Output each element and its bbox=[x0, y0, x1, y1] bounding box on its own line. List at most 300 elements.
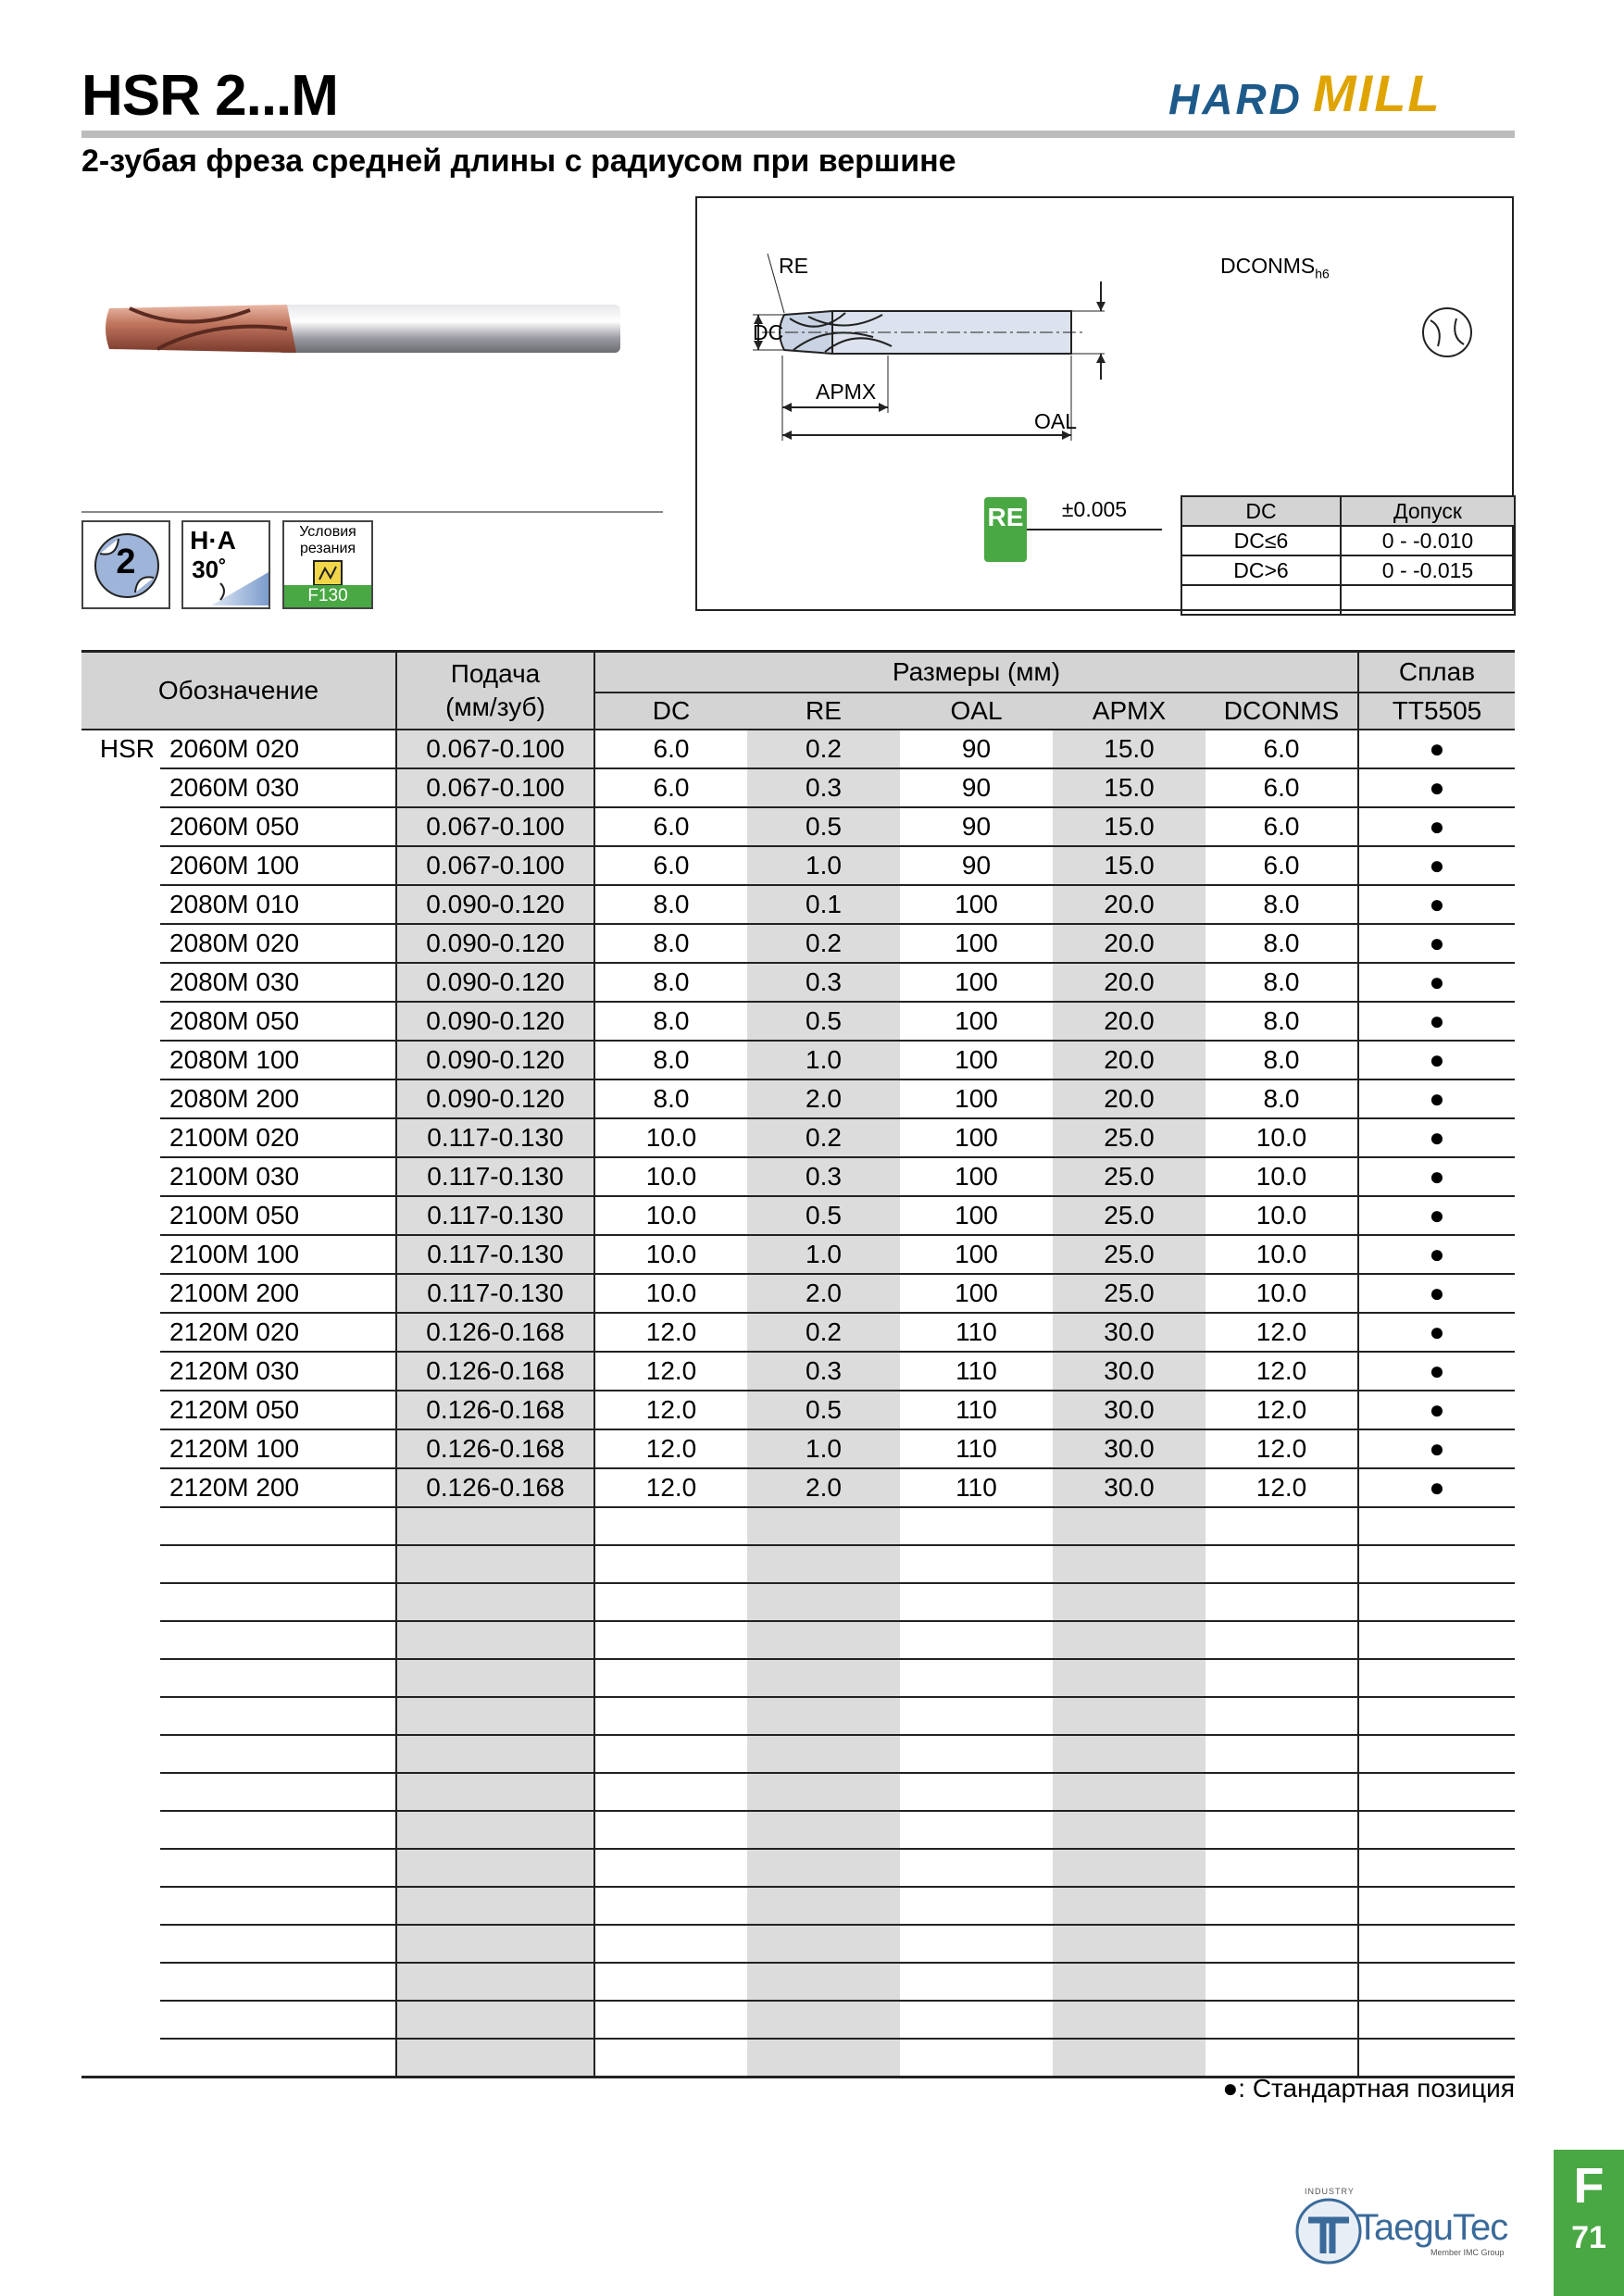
feed-rate bbox=[396, 1545, 594, 1583]
re-value bbox=[747, 1811, 900, 1849]
company-member: Member IMC Group bbox=[1430, 2248, 1505, 2257]
table-row bbox=[81, 1429, 1515, 1468]
oal-value bbox=[900, 1697, 1053, 1735]
feed-rate: 0.067-0.100 bbox=[396, 730, 594, 768]
series-prefix bbox=[81, 924, 160, 963]
re-value bbox=[747, 1697, 900, 1735]
conditions-ref: F130 bbox=[284, 585, 371, 607]
dc-tolerance-table bbox=[1181, 495, 1516, 616]
designation: 2060M 030 bbox=[160, 768, 396, 807]
tolerance-row bbox=[1181, 555, 1515, 585]
apmx-value bbox=[1053, 1735, 1206, 1773]
dc-value: 10.0 bbox=[594, 1157, 747, 1196]
designation: 2100M 020 bbox=[160, 1118, 396, 1157]
re-value: 0.3 bbox=[747, 768, 900, 807]
empty-row bbox=[81, 2039, 1515, 2078]
availability: ● bbox=[1358, 885, 1515, 924]
designation: 2100M 200 bbox=[160, 1274, 396, 1313]
feed-rate bbox=[396, 1963, 594, 2001]
series-prefix bbox=[81, 1849, 160, 1887]
designation: 2120M 050 bbox=[160, 1391, 396, 1429]
availability: ● bbox=[1358, 1468, 1515, 1507]
availability: ● bbox=[1358, 1352, 1515, 1391]
company-name: TaeguTec bbox=[1356, 2207, 1508, 2248]
oal-value: 100 bbox=[900, 963, 1053, 1002]
availability: ● bbox=[1358, 1274, 1515, 1313]
apmx-value: 20.0 bbox=[1053, 963, 1206, 1002]
re-value bbox=[747, 1507, 900, 1545]
oal-value: 100 bbox=[900, 1235, 1053, 1274]
flute-count-icon bbox=[81, 520, 170, 609]
apmx-value: 30.0 bbox=[1053, 1391, 1206, 1429]
apmx-value bbox=[1053, 1887, 1206, 1925]
availability: ● bbox=[1358, 1429, 1515, 1468]
series-prefix: HSR bbox=[99, 734, 155, 763]
re-value bbox=[747, 1621, 900, 1659]
availability: ● bbox=[1358, 1313, 1515, 1352]
tolerance-header-tol: Допуск bbox=[1341, 496, 1515, 526]
dconms-value: 8.0 bbox=[1206, 924, 1358, 963]
designation: 2080M 030 bbox=[160, 963, 396, 1002]
apmx-value bbox=[1053, 1621, 1206, 1659]
apmx-value: 30.0 bbox=[1053, 1468, 1206, 1507]
designation bbox=[160, 1811, 396, 1849]
oal-value bbox=[900, 1621, 1053, 1659]
re-value: 1.0 bbox=[747, 1429, 900, 1468]
table-row bbox=[81, 1468, 1515, 1507]
dc-value bbox=[594, 1507, 747, 1545]
tolerance-value: 0 - -0.015 bbox=[1341, 555, 1515, 585]
oal-value: 110 bbox=[900, 1468, 1053, 1507]
dconms-value bbox=[1206, 1545, 1358, 1583]
feed-rate bbox=[396, 2039, 594, 2078]
feed-rate bbox=[396, 1621, 594, 1659]
designation bbox=[160, 2001, 396, 2039]
oal-value bbox=[900, 1735, 1053, 1773]
availability: ● bbox=[1358, 1002, 1515, 1041]
designation: 2080M 100 bbox=[160, 1041, 396, 1079]
tolerance-header-dc: DC bbox=[1181, 496, 1341, 526]
re-value bbox=[747, 2001, 900, 2039]
empty-row bbox=[81, 1849, 1515, 1887]
feed-rate: 0.117-0.130 bbox=[396, 1157, 594, 1196]
dc-value bbox=[594, 1773, 747, 1811]
apmx-label: APMX bbox=[816, 380, 877, 404]
empty-row bbox=[81, 1925, 1515, 1963]
re-value: 0.2 bbox=[747, 730, 900, 768]
header-rule bbox=[81, 131, 1515, 138]
table-row bbox=[81, 1118, 1515, 1157]
tolerance-value bbox=[1341, 585, 1515, 615]
dconms-value: 10.0 bbox=[1206, 1118, 1358, 1157]
apmx-value bbox=[1053, 1925, 1206, 1963]
re-tolerance-badge bbox=[984, 497, 1027, 562]
designation: 2060M 050 bbox=[160, 807, 396, 846]
table-row bbox=[81, 1274, 1515, 1313]
availability: ● bbox=[1358, 1041, 1515, 1079]
availability: ● bbox=[1358, 807, 1515, 846]
dc-value bbox=[594, 2001, 747, 2039]
table-row bbox=[81, 1235, 1515, 1274]
availability bbox=[1358, 1773, 1515, 1811]
apmx-value bbox=[1053, 1963, 1206, 2001]
dc-value: 8.0 bbox=[594, 885, 747, 924]
availability: ● bbox=[1358, 730, 1515, 768]
series-prefix bbox=[81, 807, 160, 846]
apmx-value: 20.0 bbox=[1053, 1002, 1206, 1041]
tolerance-dc bbox=[1181, 585, 1341, 615]
availability: ● bbox=[1358, 846, 1515, 885]
availability: ● bbox=[1358, 1118, 1515, 1157]
designation bbox=[160, 1621, 396, 1659]
feed-rate: 0.126-0.168 bbox=[396, 1468, 594, 1507]
availability: ● bbox=[1358, 768, 1515, 807]
apmx-value bbox=[1053, 1507, 1206, 1545]
oal-value: 90 bbox=[900, 730, 1053, 768]
re-value: 0.5 bbox=[747, 1196, 900, 1235]
re-value bbox=[747, 1545, 900, 1583]
oal-value bbox=[900, 1811, 1053, 1849]
designation: 2080M 020 bbox=[160, 924, 396, 963]
series-prefix bbox=[81, 2039, 160, 2078]
taegutec-emblem-icon bbox=[1292, 2194, 1366, 2268]
feed-rate bbox=[396, 2001, 594, 2039]
apmx-value: 15.0 bbox=[1053, 846, 1206, 885]
header-alloy: Сплав bbox=[1358, 652, 1515, 693]
apmx-value bbox=[1053, 1773, 1206, 1811]
feed-rate: 0.117-0.130 bbox=[396, 1235, 594, 1274]
table-row bbox=[81, 1352, 1515, 1391]
feed-rate: 0.090-0.120 bbox=[396, 1041, 594, 1079]
dconms-value: 12.0 bbox=[1206, 1352, 1358, 1391]
series-prefix bbox=[81, 1545, 160, 1583]
designation bbox=[160, 1963, 396, 2001]
feed-rate: 0.090-0.120 bbox=[396, 1002, 594, 1041]
dconms-value bbox=[1206, 2001, 1358, 2039]
dconms-text: DCONMS bbox=[1220, 254, 1316, 278]
re-value bbox=[747, 2039, 900, 2078]
dconms-value bbox=[1206, 1849, 1358, 1887]
dc-value: 12.0 bbox=[594, 1313, 747, 1352]
dconms-value bbox=[1206, 1925, 1358, 1963]
availability bbox=[1358, 1659, 1515, 1697]
availability bbox=[1358, 1697, 1515, 1735]
table-row bbox=[81, 1196, 1515, 1235]
designation bbox=[160, 1507, 396, 1545]
dc-value bbox=[594, 2039, 747, 2078]
dc-value: 10.0 bbox=[594, 1274, 747, 1313]
oal-value bbox=[900, 1659, 1053, 1697]
empty-row bbox=[81, 2001, 1515, 2039]
series-prefix bbox=[81, 1811, 160, 1849]
book-icon bbox=[312, 559, 344, 587]
oal-label: OAL bbox=[1034, 409, 1078, 433]
dconms-value: 8.0 bbox=[1206, 1002, 1358, 1041]
dc-value: 8.0 bbox=[594, 924, 747, 963]
series-prefix bbox=[81, 1157, 160, 1196]
series-prefix bbox=[81, 1468, 160, 1507]
table-row bbox=[81, 924, 1515, 963]
apmx-value: 20.0 bbox=[1053, 1041, 1206, 1079]
feed-rate: 0.090-0.120 bbox=[396, 885, 594, 924]
feed-rate bbox=[396, 1583, 594, 1621]
header-dc: DC bbox=[594, 693, 747, 730]
table-row bbox=[81, 1391, 1515, 1429]
re-value: 0.5 bbox=[747, 1391, 900, 1429]
dc-value: 10.0 bbox=[594, 1196, 747, 1235]
dc-value: 12.0 bbox=[594, 1352, 747, 1391]
dc-value bbox=[594, 1811, 747, 1849]
dconms-value: 8.0 bbox=[1206, 963, 1358, 1002]
feed-rate: 0.126-0.168 bbox=[396, 1429, 594, 1468]
oal-value: 100 bbox=[900, 1002, 1053, 1041]
apmx-value: 30.0 bbox=[1053, 1313, 1206, 1352]
re-value bbox=[747, 1773, 900, 1811]
table-row bbox=[81, 846, 1515, 885]
oal-value bbox=[900, 1545, 1053, 1583]
apmx-value bbox=[1053, 1659, 1206, 1697]
series-prefix bbox=[81, 1697, 160, 1735]
availability bbox=[1358, 1887, 1515, 1925]
series-prefix bbox=[81, 1313, 160, 1352]
designation bbox=[160, 1735, 396, 1773]
dc-value: 8.0 bbox=[594, 1079, 747, 1118]
re-value: 0.3 bbox=[747, 1352, 900, 1391]
dconms-value bbox=[1206, 1659, 1358, 1697]
series-prefix bbox=[81, 1002, 160, 1041]
availability: ● bbox=[1358, 963, 1515, 1002]
oal-value: 110 bbox=[900, 1313, 1053, 1352]
re-value bbox=[747, 1849, 900, 1887]
series-prefix bbox=[81, 2001, 160, 2039]
availability bbox=[1358, 1583, 1515, 1621]
apmx-value: 30.0 bbox=[1053, 1429, 1206, 1468]
designation: 2080M 050 bbox=[160, 1002, 396, 1041]
availability: ● bbox=[1358, 1196, 1515, 1235]
series-prefix bbox=[81, 768, 160, 807]
dconms-value bbox=[1206, 1507, 1358, 1545]
series-prefix bbox=[81, 1118, 160, 1157]
dconms-value: 12.0 bbox=[1206, 1468, 1358, 1507]
dc-value: 6.0 bbox=[594, 807, 747, 846]
re-value: 0.1 bbox=[747, 885, 900, 924]
dc-value bbox=[594, 1583, 747, 1621]
oal-value: 100 bbox=[900, 1118, 1053, 1157]
dconms-value: 6.0 bbox=[1206, 768, 1358, 807]
table-row bbox=[81, 885, 1515, 924]
re-value bbox=[747, 1925, 900, 1963]
apmx-value bbox=[1053, 1697, 1206, 1735]
table-row bbox=[81, 1041, 1515, 1079]
dc-value: 8.0 bbox=[594, 1041, 747, 1079]
oal-value bbox=[900, 1507, 1053, 1545]
oal-value bbox=[900, 1583, 1053, 1621]
dc-value: 8.0 bbox=[594, 963, 747, 1002]
re-value: 1.0 bbox=[747, 1041, 900, 1079]
header-dimensions: Размеры (мм) bbox=[594, 652, 1358, 693]
designation bbox=[160, 1849, 396, 1887]
helix-angle-icon bbox=[181, 520, 270, 609]
dc-label: DC bbox=[753, 320, 784, 344]
dc-value bbox=[594, 1887, 747, 1925]
series-prefix bbox=[81, 1735, 160, 1773]
dconms-value: 8.0 bbox=[1206, 1041, 1358, 1079]
availability: ● bbox=[1358, 1235, 1515, 1274]
dconms-value: 6.0 bbox=[1206, 807, 1358, 846]
dc-value: 6.0 bbox=[594, 768, 747, 807]
feed-rate bbox=[396, 1773, 594, 1811]
re-value: 0.2 bbox=[747, 924, 900, 963]
empty-row bbox=[81, 1507, 1515, 1545]
dconms-value: 10.0 bbox=[1206, 1157, 1358, 1196]
designation: 2060M 020 bbox=[160, 730, 396, 768]
designation bbox=[160, 1697, 396, 1735]
dc-value: 10.0 bbox=[594, 1118, 747, 1157]
oal-value: 110 bbox=[900, 1429, 1053, 1468]
feed-rate bbox=[396, 1735, 594, 1773]
availability bbox=[1358, 1545, 1515, 1583]
helix-wedge-icon bbox=[183, 522, 269, 607]
series-prefix bbox=[81, 885, 160, 924]
product-table bbox=[81, 650, 1515, 2078]
series-prefix bbox=[81, 1235, 160, 1274]
dconms-value bbox=[1206, 2039, 1358, 2078]
feed-rate: 0.067-0.100 bbox=[396, 846, 594, 885]
dconms-value bbox=[1206, 1735, 1358, 1773]
re-value bbox=[747, 1583, 900, 1621]
tolerance-value: 0 - -0.010 bbox=[1341, 526, 1515, 555]
availability bbox=[1358, 1925, 1515, 1963]
dconms-value: 12.0 bbox=[1206, 1313, 1358, 1352]
apmx-value: 25.0 bbox=[1053, 1274, 1206, 1313]
page-title: HSR 2...M bbox=[81, 64, 338, 128]
re-value: 0.3 bbox=[747, 963, 900, 1002]
series-prefix bbox=[81, 1583, 160, 1621]
photo-divider bbox=[81, 511, 663, 513]
feed-rate bbox=[396, 1811, 594, 1849]
table-row bbox=[81, 963, 1515, 1002]
dconms-value: 12.0 bbox=[1206, 1391, 1358, 1429]
designation: 2120M 100 bbox=[160, 1429, 396, 1468]
series-prefix bbox=[81, 1041, 160, 1079]
apmx-value bbox=[1053, 2039, 1206, 2078]
apmx-value: 20.0 bbox=[1053, 924, 1206, 963]
series-prefix bbox=[81, 1352, 160, 1391]
cutting-conditions-icon[interactable] bbox=[282, 520, 373, 609]
dconms-value: 8.0 bbox=[1206, 885, 1358, 924]
dc-value: 12.0 bbox=[594, 1429, 747, 1468]
header-feed-line2: (мм/зуб) bbox=[445, 692, 545, 721]
header-apmx: APMX bbox=[1053, 693, 1206, 730]
dc-value bbox=[594, 1963, 747, 2001]
feed-rate bbox=[396, 1849, 594, 1887]
designation bbox=[160, 1659, 396, 1697]
re-value: 2.0 bbox=[747, 1079, 900, 1118]
feed-rate: 0.117-0.130 bbox=[396, 1274, 594, 1313]
feed-rate bbox=[396, 1659, 594, 1697]
empty-row bbox=[81, 1887, 1515, 1925]
availability bbox=[1358, 1849, 1515, 1887]
designation bbox=[160, 1887, 396, 1925]
dconms-value bbox=[1206, 1811, 1358, 1849]
feed-rate bbox=[396, 1887, 594, 1925]
logo-mill-text: MILL bbox=[1313, 64, 1442, 122]
table-row bbox=[81, 1002, 1515, 1041]
empty-row bbox=[81, 1735, 1515, 1773]
oal-value: 100 bbox=[900, 1157, 1053, 1196]
header-oal: OAL bbox=[900, 693, 1053, 730]
feed-rate: 0.067-0.100 bbox=[396, 768, 594, 807]
apmx-value bbox=[1053, 1811, 1206, 1849]
availability bbox=[1358, 1963, 1515, 2001]
dc-value bbox=[594, 1659, 747, 1697]
re-value: 0.5 bbox=[747, 1002, 900, 1041]
series-prefix bbox=[81, 1963, 160, 2001]
apmx-value: 30.0 bbox=[1053, 1352, 1206, 1391]
re-label: RE bbox=[779, 254, 808, 278]
dconms-value: 10.0 bbox=[1206, 1196, 1358, 1235]
tolerance-row bbox=[1181, 585, 1515, 615]
feed-rate: 0.117-0.130 bbox=[396, 1196, 594, 1235]
dconms-label bbox=[1220, 254, 1330, 281]
designation bbox=[160, 1925, 396, 1963]
feed-rate bbox=[396, 1925, 594, 1963]
logo-hard-text: HARD bbox=[1168, 75, 1303, 123]
table-header-row bbox=[81, 652, 1515, 693]
tolerance-dc: DC≤6 bbox=[1181, 526, 1341, 555]
apmx-value: 15.0 bbox=[1053, 730, 1206, 768]
empty-row bbox=[81, 1545, 1515, 1583]
dc-value: 12.0 bbox=[594, 1391, 747, 1429]
availability: ● bbox=[1358, 1079, 1515, 1118]
oal-value bbox=[900, 2039, 1053, 2078]
oal-value: 110 bbox=[900, 1352, 1053, 1391]
empty-row bbox=[81, 1773, 1515, 1811]
feed-rate bbox=[396, 1697, 594, 1735]
oal-value bbox=[900, 1887, 1053, 1925]
designation bbox=[160, 1583, 396, 1621]
dconms-value bbox=[1206, 1583, 1358, 1621]
availability bbox=[1358, 2001, 1515, 2039]
oal-value: 100 bbox=[900, 885, 1053, 924]
table-row bbox=[81, 807, 1515, 846]
dc-value: 8.0 bbox=[594, 1002, 747, 1041]
series-prefix bbox=[81, 846, 160, 885]
section-letter: F bbox=[1573, 2158, 1605, 2214]
apmx-value: 25.0 bbox=[1053, 1235, 1206, 1274]
dconms-value bbox=[1206, 1887, 1358, 1925]
re-value bbox=[747, 1963, 900, 2001]
availability bbox=[1358, 2039, 1515, 2078]
oal-value: 100 bbox=[900, 1079, 1053, 1118]
designation: 2080M 010 bbox=[160, 885, 396, 924]
designation bbox=[160, 1773, 396, 1811]
availability: ● bbox=[1358, 1391, 1515, 1429]
tolerance-row bbox=[1181, 526, 1515, 555]
dconms-value: 6.0 bbox=[1206, 846, 1358, 885]
oal-value: 90 bbox=[900, 807, 1053, 846]
apmx-value: 20.0 bbox=[1053, 1079, 1206, 1118]
re-value bbox=[747, 1659, 900, 1697]
feed-rate: 0.090-0.120 bbox=[396, 963, 594, 1002]
dconms-tolerance: h6 bbox=[1315, 266, 1330, 281]
page-subtitle: 2-зубая фреза средней длины с радиусом при вершине bbox=[81, 144, 956, 179]
header-grade: TT5505 bbox=[1358, 693, 1515, 730]
table-row bbox=[81, 1313, 1515, 1352]
apmx-value: 20.0 bbox=[1053, 885, 1206, 924]
page-section-tab bbox=[1554, 2150, 1624, 2296]
designation: 2120M 020 bbox=[160, 1313, 396, 1352]
